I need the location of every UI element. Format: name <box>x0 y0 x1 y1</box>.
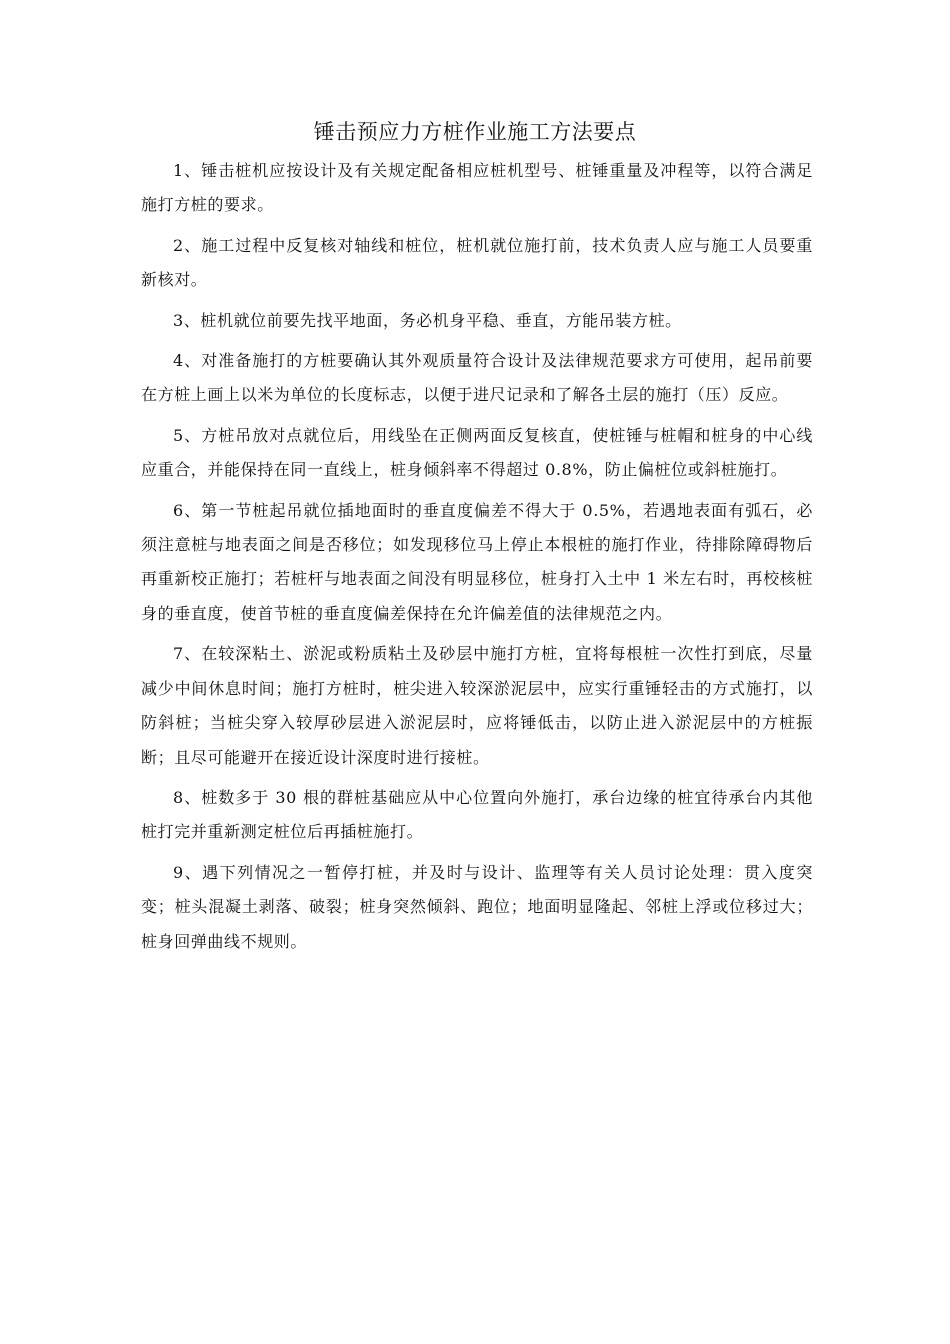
paragraph-8: 8、桩数多于 30 根的群桩基础应从中心位置向外施打，承台边缘的桩宜待承台内其他桩打完并重新测定桩位后再插桩施打。 <box>141 787 813 842</box>
paragraph-7: 7、在较深粘土、淤泥或粉质粘土及砂层中施打方桩，宜将每根桩一次性打到底，尽量减少中间休息时间；施打方桩时，桩尖进入较深淤泥层中，应实行重锤轻击的方式施打，以防斜桩；当桩尖穿入较厚砂层进入淤泥层时，应将锤低击，以防止进入淤泥层中的方桩振断；且尽可能避开在接近设计深度时进行接桩。 <box>141 644 813 767</box>
document-title: 锤击预应力方桩作业施工方法要点 <box>313 120 637 144</box>
paragraph-6: 6、第一节桩起吊就位插地面时的垂直度偏差不得大于 0.5%，若遇地表面有弧石，必须注意桩与地表面之间是否移位；如发现移位马上停止本根桩的施打作业，待排除障碍物后再重新校正施打；若桩杆与地表面之间没有明显移位，桩身打入土中 1 米左右时，再校核桩身的垂直度，使首节桩的垂直度偏差保持在允许偏差值的法律规范之内。 <box>141 500 813 623</box>
paragraph-1: 1、锤击桩机应按设计及有关规定配备相应桩机型号、桩锤重量及冲程等，以符合满足施打方桩的要求。 <box>141 161 813 215</box>
paragraph-5: 5、方桩吊放对点就位后，用线坠在正侧两面反复核直，使桩锤与桩帽和桩身的中心线应重合，并能保持在同一直线上，桩身倾斜率不得超过 0.8%，防止偏桩位或斜桩施打。 <box>141 425 813 480</box>
paragraph-3: 3、桩机就位前要先找平地面，务必机身平稳、垂直，方能吊装方桩。 <box>173 310 682 330</box>
document-body <box>141 154 813 965</box>
paragraph-9: 9、遇下列情况之一暂停打桩，并及时与设计、监理等有关人员讨论处理：贯入度突变；桩头混凝土剥落、破裂；桩身突然倾斜、跑位；地面明显隆起、邻桩上浮或位移过大；桩身回弹曲线不规则。 <box>141 862 813 951</box>
paragraph-2: 2、施工过程中反复核对轴线和桩位，桩机就位施打前，技术负责人应与施工人员要重新核对。 <box>141 235 813 290</box>
paragraph-4: 4、对准备施打的方桩要确认其外观质量符合设计及法律规范要求方可使用，起吊前要在方桩上画上以米为单位的长度标志，以便于进尺记录和了解各土层的施打（压）反应。 <box>141 351 813 405</box>
